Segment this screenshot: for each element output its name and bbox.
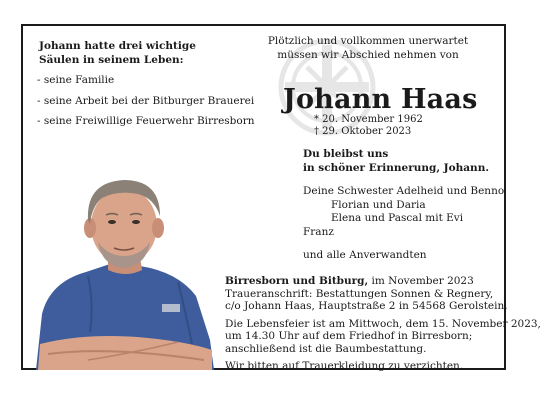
notice-date: im November 2023 xyxy=(368,275,474,287)
obituary-notice xyxy=(21,24,541,372)
ceremony-line: Die Lebensfeier ist am Mittwoch, dem 15. November 2023, xyxy=(225,317,541,330)
list-item: - seine Freiwillige Feuerwehr Birresborn xyxy=(37,115,255,127)
deceased-name: Johann Haas xyxy=(283,84,478,115)
service-details xyxy=(225,275,541,373)
list-item: - seine Arbeit bei der Bitburger Brauerei xyxy=(37,94,255,107)
announcement-intro: Plötzlich und vollkommen unerwartet müssen wir Abschied nehmen von xyxy=(267,35,469,61)
death-date: † 29. Oktober 2023 xyxy=(314,126,412,137)
farewell-message: Du bleibst uns in schöner Erinnerung, Johann. xyxy=(303,148,489,174)
list-item: Franz xyxy=(303,225,334,238)
list-item: Deine Schwester Adelheid und Benno xyxy=(303,185,505,197)
ceremony-line: anschließend ist die Baumbestattung. xyxy=(225,342,427,355)
list-item: Florian und Daria xyxy=(331,198,426,211)
list-item: Elena und Pascal mit Evi xyxy=(331,212,464,224)
mourners-list xyxy=(303,185,504,263)
address-line: Traueranschrift: Bestattungen Sonnen & Regnery, xyxy=(225,287,494,300)
list-item: - seine Familie xyxy=(37,74,115,86)
ceremony-line: um 14.30 Uhr auf dem Friedhof in Birresborn; xyxy=(225,330,473,342)
pillars-heading: Johann hatte drei wichtige Säulen in seinem Leben: xyxy=(39,40,196,66)
place: Birresborn und Bitburg, xyxy=(225,275,369,287)
address-line: c/o Johann Haas, Hauptstraße 2 in 54568 Gerolstein. xyxy=(225,300,508,312)
birth-date: * 20. November 1962 xyxy=(314,114,423,125)
life-dates xyxy=(314,114,423,138)
portrait-photo xyxy=(28,164,218,370)
list-item: und alle Anverwandten xyxy=(303,249,427,261)
dress-code-note: Wir bitten auf Trauerkleidung zu verzichten. xyxy=(225,360,464,372)
pillars-list xyxy=(37,70,255,132)
